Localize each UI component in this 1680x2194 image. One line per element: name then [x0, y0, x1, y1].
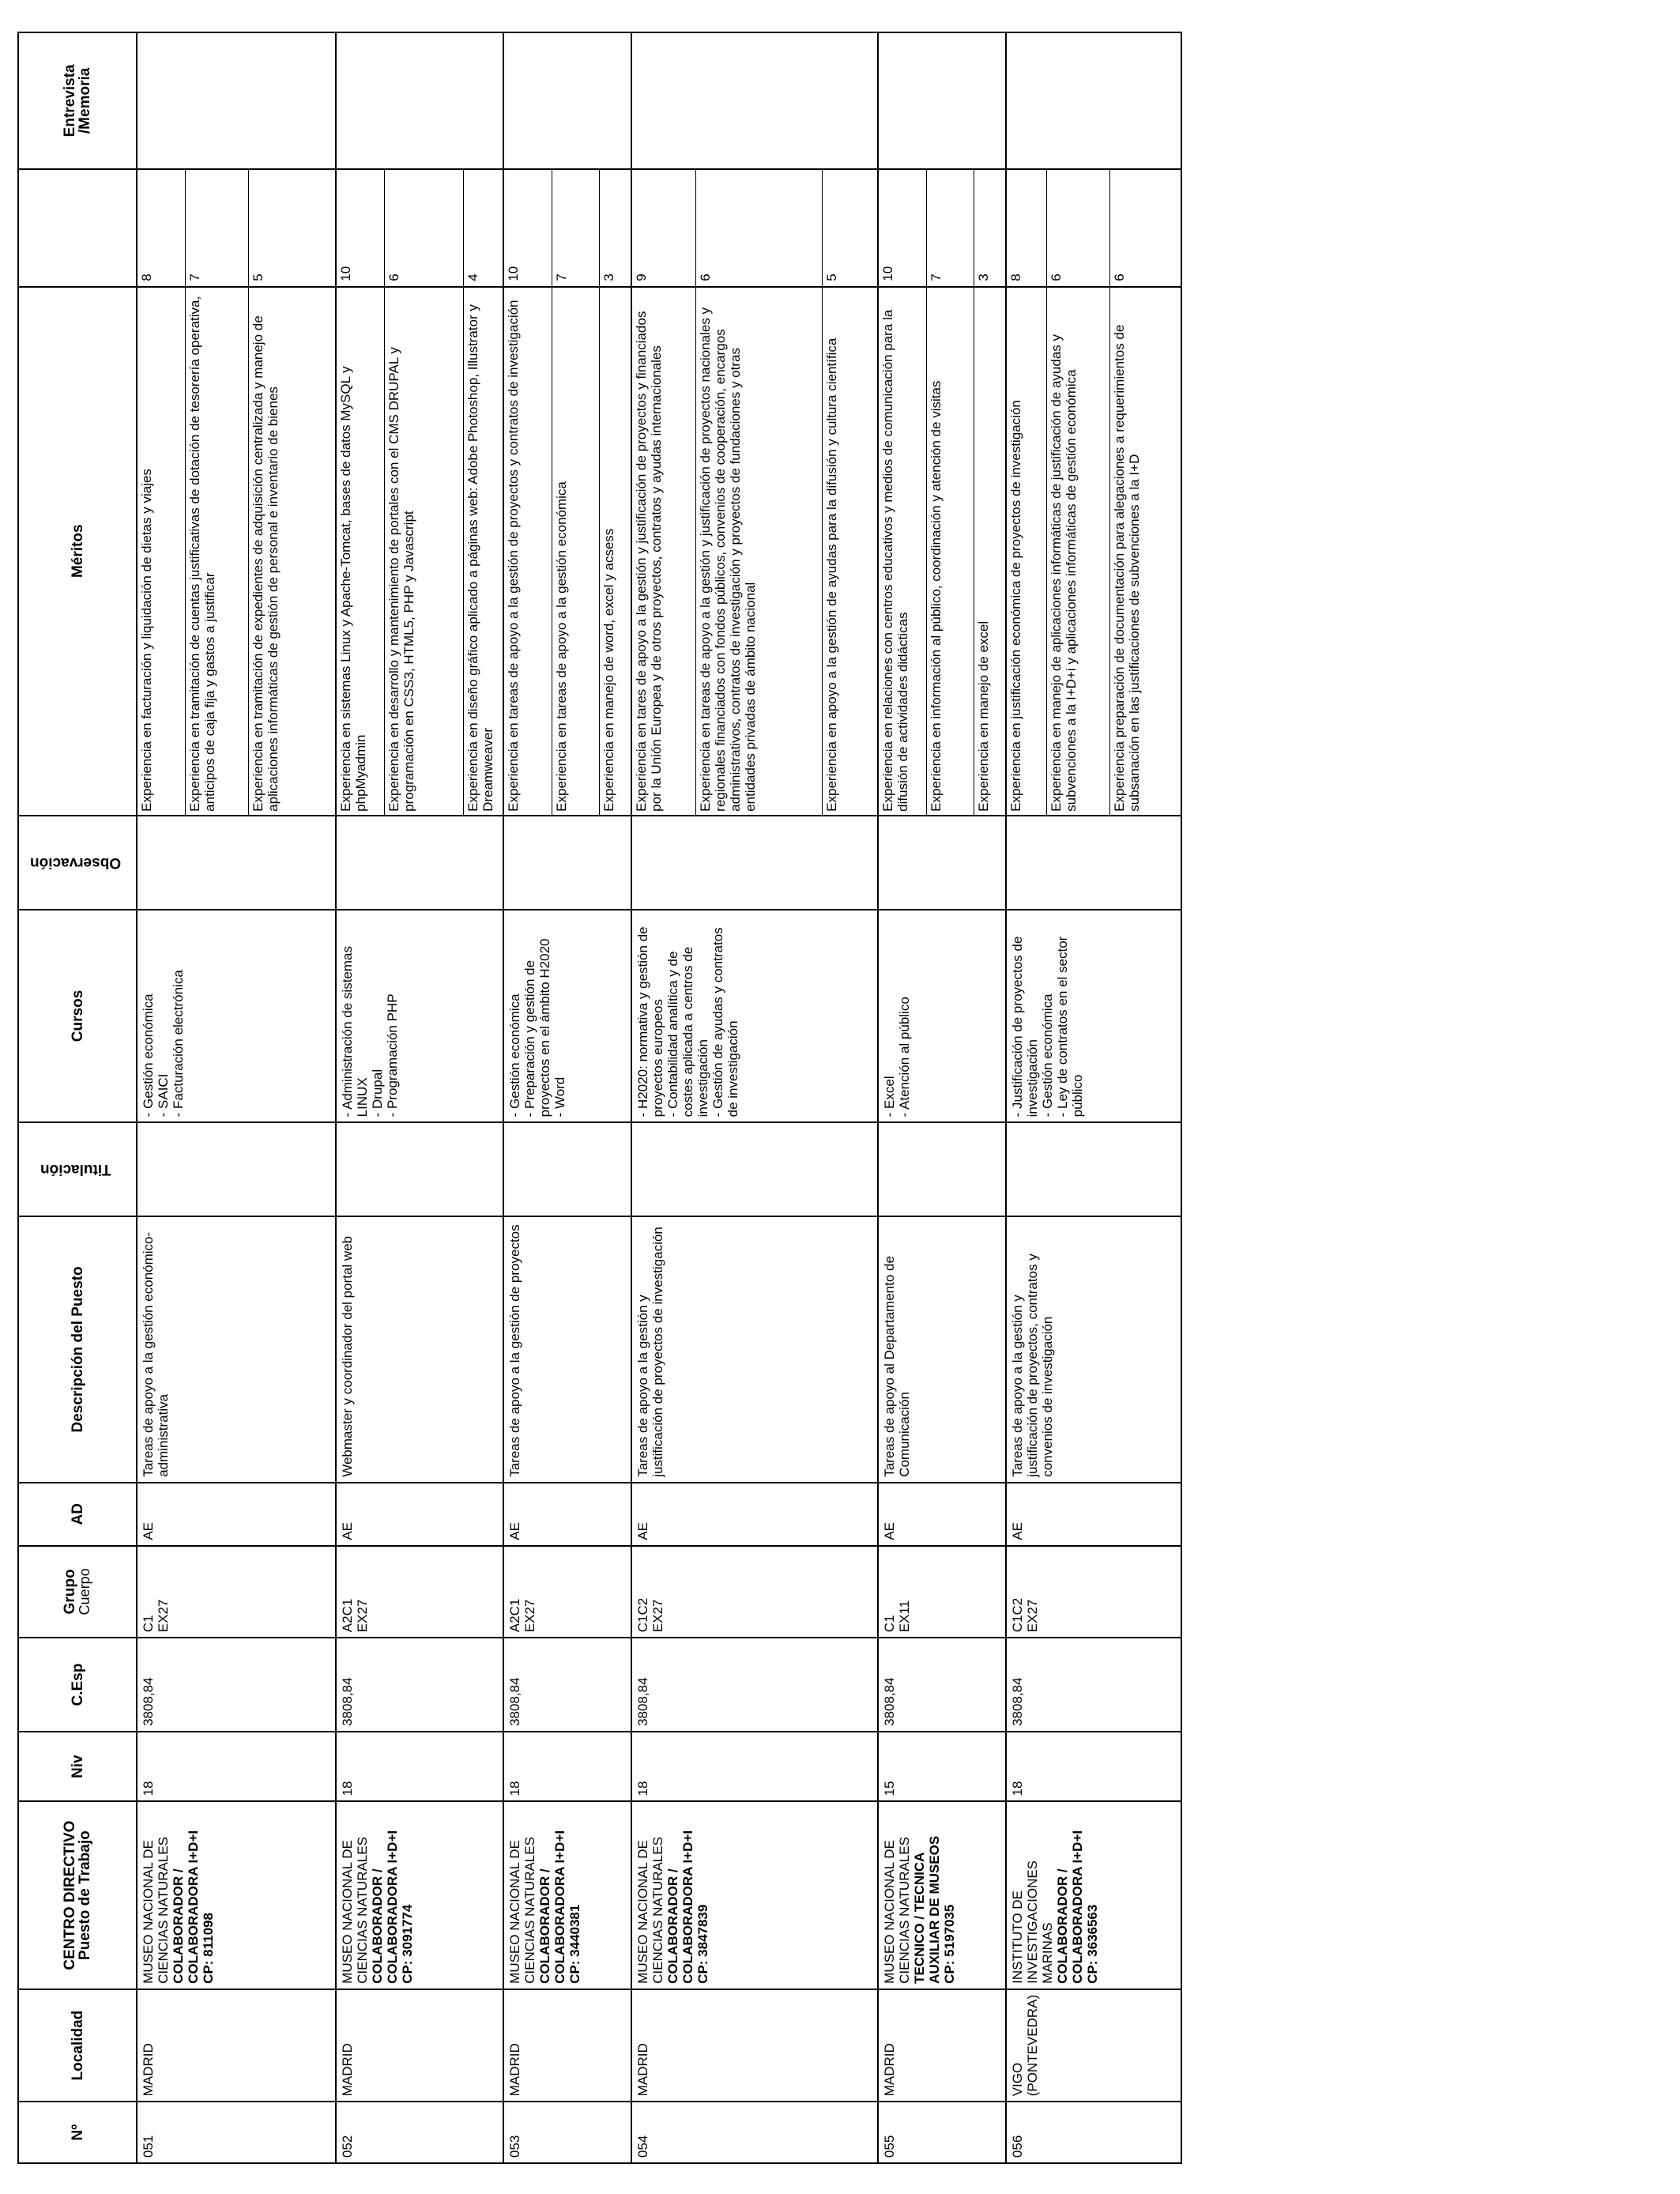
- cell-localidad: MADRID: [336, 1989, 503, 2102]
- grupo-value: C1: [141, 1615, 156, 1633]
- cell-puntos: [1006, 169, 1181, 287]
- merito-score: 7: [552, 170, 599, 286]
- cell-observacion: [1006, 816, 1181, 910]
- puntos-list: [879, 170, 1005, 286]
- header-grupo-label: Grupo: [62, 1569, 78, 1615]
- cuerpo-value: EX27: [522, 1599, 537, 1633]
- cell-no: 052: [336, 2102, 503, 2163]
- cell-niv: 18: [503, 1732, 631, 1801]
- cell-observacion: [137, 816, 336, 910]
- cuerpo-value: EX27: [1025, 1599, 1040, 1633]
- merito-score: 7: [185, 170, 248, 286]
- cell-cursos: [503, 910, 631, 1123]
- cell-meritos: [336, 287, 503, 816]
- curso-item: - Administración de sistemas LINUX: [340, 945, 370, 1118]
- merito-score: 6: [1109, 170, 1181, 286]
- merito-score: 10: [879, 170, 926, 286]
- cell-ad: AE: [1006, 1483, 1181, 1546]
- cell-centro: [336, 1801, 503, 1989]
- cell-niv: 15: [878, 1732, 1006, 1801]
- curso-item: - Gestión de ayudas y contratos de investigación: [710, 927, 740, 1118]
- merito-item: Experiencia en tares de apoyo a la gestión y justificación de proyectos y financiados por la Unión Europea y de otros proyectos, contratos y ayudas internacionales: [632, 288, 695, 815]
- header-observacion: [18, 816, 137, 910]
- meritos-list: [1007, 288, 1181, 815]
- cell-cesp: 3808,84: [137, 1638, 336, 1732]
- cell-puntos: [336, 169, 503, 287]
- merito-score: 8: [1007, 170, 1046, 286]
- cell-meritos: [503, 287, 631, 816]
- cuerpo-value: EX11: [897, 1600, 912, 1633]
- cp-code: CP: 3091774: [400, 1904, 415, 1984]
- cell-meritos: [1006, 287, 1181, 816]
- cp-code: CP: 3440381: [567, 1904, 582, 1984]
- cell-puntos: [137, 169, 336, 287]
- cuerpo-value: EX27: [156, 1599, 171, 1633]
- merito-item: Experiencia en justificación económica de proyectos de investigación: [1007, 288, 1046, 815]
- curso-item: - Word: [552, 1076, 567, 1118]
- cell-descripcion: Tareas de apoyo a la gestión y justificación de proyectos, contratos y convenios de investigación: [1006, 1216, 1181, 1483]
- cell-centro: [878, 1801, 1006, 1989]
- curso-item: - Facturación electrónica: [171, 970, 186, 1118]
- header-centro: [18, 1801, 137, 1989]
- cell-grupo: [336, 1546, 503, 1638]
- header-puntos: [18, 169, 137, 287]
- meritos-list: [879, 288, 1005, 815]
- header-entrevista: Entrevista /Memoria: [18, 32, 137, 169]
- merito-score: 7: [926, 170, 974, 286]
- merito-item: Experiencia en diseño gráfico aplicado a páginas web: Adobe Photoshop, Illustrator y Dreamweaver: [463, 288, 503, 815]
- cell-titulacion: [503, 1122, 631, 1216]
- cp-code: CP: 811098: [201, 1913, 216, 1984]
- table-row: [878, 32, 1006, 2163]
- cell-niv: 18: [1006, 1732, 1181, 1801]
- cell-grupo: [1006, 1546, 1181, 1638]
- centro-name: MUSEO NACIONAL DE CIENCIAS NATURALES: [141, 1837, 171, 1984]
- cell-titulacion: [1006, 1122, 1181, 1216]
- merito-score: 9: [632, 170, 695, 286]
- cell-entrevista: [631, 32, 878, 169]
- puesto-name: COLABORADOR / COLABORADORA I+D+I: [171, 1830, 201, 1984]
- cell-no: 055: [878, 2102, 1006, 2163]
- merito-item: Experiencia en manejo de word, excel y acsess: [599, 288, 631, 815]
- curso-item: - Ley de contratos en el sector público: [1055, 936, 1085, 1118]
- cell-descripcion: Tareas de apoyo a la gestión de proyectos: [503, 1216, 631, 1483]
- cell-puntos: [503, 169, 631, 287]
- grupo-value: A2C1: [340, 1598, 355, 1633]
- merito-item: Experiencia en facturación y liquidación de dietas y viajes: [137, 288, 185, 815]
- puntos-list: [1007, 170, 1181, 286]
- merito-score: 6: [695, 170, 822, 286]
- cell-cesp: 3808,84: [503, 1638, 631, 1732]
- cell-entrevista: [878, 32, 1006, 169]
- merito-item: Experiencia en apoyo a la gestión de ayudas para la difusión y cultura científica: [822, 288, 877, 815]
- merito-item: Experiencia en tramitación de cuentas justificativas de dotación de tesorería operativa, anticipos de caja fija y gastos a justificar: [185, 288, 248, 815]
- header-centro-title: CENTRO DIRECTIVO: [62, 1820, 78, 1970]
- cell-ad: AE: [137, 1483, 336, 1546]
- puntos-list: [337, 170, 503, 286]
- merito-score: 4: [463, 170, 503, 286]
- table-row: [137, 32, 336, 2163]
- puesto-name: COLABORADOR / COLABORADORA I+D+I: [370, 1830, 400, 1984]
- table-row: [503, 32, 631, 2163]
- meritos-list: [504, 288, 631, 815]
- cell-descripcion: Tareas de apoyo al Departamento de Comunicación: [878, 1216, 1006, 1483]
- cell-localidad: MADRID: [137, 1989, 336, 2102]
- cell-localidad: VIGO (PONTEVEDRA): [1006, 1989, 1181, 2102]
- cuerpo-value: EX27: [650, 1599, 665, 1633]
- cp-code: CP: 5197035: [942, 1904, 957, 1984]
- merito-score: 10: [337, 170, 384, 286]
- header-grupo: [18, 1546, 137, 1638]
- cell-cursos: [336, 910, 503, 1123]
- cell-niv: 18: [137, 1732, 336, 1801]
- cell-titulacion: [336, 1122, 503, 1216]
- header-observacion-label: Observación: [30, 854, 122, 871]
- cell-localidad: MADRID: [631, 1989, 878, 2102]
- cell-no: 056: [1006, 2102, 1181, 2163]
- merito-item: Experiencia en tareas de apoyo a la gestión y justificación de proyectos nacionales y regionales financiados con fondos públicos, convenios de cooperación, encargos administrativos, contratos de investigación y proyectos de fundaciones y otras entidades privadas de ámbito nacional: [695, 288, 822, 815]
- curso-item: - H2020: normativa y gestión de proyectos europeos: [635, 926, 665, 1118]
- grupo-value: C1: [882, 1615, 897, 1633]
- puntos-list: [137, 170, 335, 286]
- rotated-table-container: [17, 32, 1171, 2164]
- header-no: Nº: [18, 2102, 137, 2163]
- curso-item: - Drupal: [370, 1069, 385, 1118]
- centro-name: MUSEO NACIONAL DE CIENCIAS NATURALES: [507, 1837, 537, 1984]
- puesto-name: COLABORADOR / COLABORADORA I+D+I: [1055, 1830, 1085, 1984]
- merito-item: Experiencia en tramitación de expedientes de adquisición centralizada y manejo de aplicaciones informáticas de gestión de personal e inventario de bienes: [248, 288, 335, 815]
- cell-titulacion: [878, 1122, 1006, 1216]
- cell-entrevista: [1006, 32, 1181, 169]
- curso-item: - Programación PHP: [385, 993, 400, 1118]
- cell-no: 054: [631, 2102, 878, 2163]
- curso-item: - Contabilidad analítica y de costes aplicada a centros de investigación: [665, 946, 710, 1118]
- header-localidad: Localidad: [18, 1989, 137, 2102]
- cell-ad: AE: [631, 1483, 878, 1546]
- meritos-list: [632, 288, 877, 815]
- header-niv: Niv: [18, 1732, 137, 1801]
- merito-item: Experiencia en tareas de apoyo a la gestión económica: [552, 288, 599, 815]
- header-titulacion-label: Titulación: [40, 1161, 111, 1178]
- merito-item: Experiencia preparación de documentación para alegaciones a requerimientos de subsanación en las justificaciones de subvenciones a la I+D: [1109, 288, 1181, 815]
- cell-meritos: [631, 287, 878, 816]
- cell-ad: AE: [336, 1483, 503, 1546]
- merito-score: 3: [974, 170, 1005, 286]
- grupo-value: C1C2: [635, 1597, 650, 1633]
- merito-item: Experiencia en manejo de excel: [974, 288, 1005, 815]
- puntos-list: [632, 170, 877, 286]
- cell-centro: [137, 1801, 336, 1989]
- cell-meritos: [137, 287, 336, 816]
- cell-localidad: MADRID: [878, 1989, 1006, 2102]
- meritos-list: [337, 288, 503, 815]
- cell-observacion: [878, 816, 1006, 910]
- cell-cesp: 3808,84: [336, 1638, 503, 1732]
- merito-item: Experiencia en desarrollo y mantenimiento de portales con el CMS DRUPAL y programación en CSS3, HTML5, PHP y Javascript: [384, 288, 463, 815]
- merito-item: Experiencia en manejo de aplicaciones informáticas de justificación de ayudas y subvenciones a la I+D+i y aplicaciones informáticas de gestión económica: [1046, 288, 1109, 815]
- cell-cursos: [878, 910, 1006, 1123]
- puesto-name: COLABORADOR / COLABORADORA I+D+I: [537, 1830, 567, 1984]
- job-positions-table: [17, 32, 1182, 2164]
- cell-entrevista: [336, 32, 503, 169]
- cell-observacion: [336, 816, 503, 910]
- cell-observacion: [631, 816, 878, 910]
- grupo-value: A2C1: [507, 1598, 522, 1633]
- curso-item: - Gestión económica: [1040, 993, 1055, 1118]
- cell-centro: [631, 1801, 878, 1989]
- puntos-list: [504, 170, 631, 286]
- cell-localidad: MADRID: [503, 1989, 631, 2102]
- table-row: [631, 32, 878, 2163]
- header-cursos: Cursos: [18, 910, 137, 1123]
- centro-name: MUSEO NACIONAL DE CIENCIAS NATURALES: [882, 1837, 912, 1984]
- curso-item: - Excel: [882, 1076, 897, 1118]
- merito-item: Experiencia en relaciones con centros educativos y medios de comunicación para la difusión de actividades didácticas: [879, 288, 926, 815]
- table-row: [336, 32, 503, 2163]
- grupo-value: C1C2: [1010, 1597, 1025, 1633]
- cell-puntos: [631, 169, 878, 287]
- curso-item: - Justificación de proyectos de investigación: [1010, 936, 1040, 1118]
- merito-item: Experiencia en tareas de apoyo a la gestión de proyectos y contratos de investigación: [504, 288, 552, 815]
- centro-name: MUSEO NACIONAL DE CIENCIAS NATURALES: [635, 1837, 665, 1984]
- cell-cesp: 3808,84: [1006, 1638, 1181, 1732]
- merito-score: 5: [248, 170, 335, 286]
- header-puesto: Puesto de Trabajo: [77, 1830, 93, 1960]
- curso-item: - Gestión económica: [507, 993, 522, 1118]
- cell-meritos: [878, 287, 1006, 816]
- cell-observacion: [503, 816, 631, 910]
- merito-score: 5: [822, 170, 877, 286]
- cell-descripcion: Webmaster y coordinador del portal web: [336, 1216, 503, 1483]
- header-meritos: Méritos: [18, 287, 137, 816]
- centro-name: INSTITUTO DE INVESTIGACIONES MARINAS: [1010, 1860, 1055, 1984]
- cell-niv: 18: [336, 1732, 503, 1801]
- cell-puntos: [878, 169, 1006, 287]
- curso-item: - Preparación y gestión de proyectos en el ámbito H2020: [522, 938, 552, 1118]
- cell-niv: 18: [631, 1732, 878, 1801]
- curso-item: - SAICI: [156, 1073, 171, 1118]
- header-ad: AD: [18, 1483, 137, 1546]
- curso-item: - Gestión económica: [141, 993, 156, 1118]
- cell-titulacion: [631, 1122, 878, 1216]
- cell-descripcion: Tareas de apoyo a la gestión y justificación de proyectos de investigación: [631, 1216, 878, 1483]
- merito-score: 3: [599, 170, 631, 286]
- meritos-list: [137, 288, 335, 815]
- cell-ad: AE: [503, 1483, 631, 1546]
- cuerpo-value: EX27: [355, 1599, 370, 1633]
- cell-centro: [503, 1801, 631, 1989]
- cell-grupo: [137, 1546, 336, 1638]
- cell-grupo: [503, 1546, 631, 1638]
- cell-titulacion: [137, 1122, 336, 1216]
- cell-no: 051: [137, 2102, 336, 2163]
- cell-ad: AE: [878, 1483, 1006, 1546]
- cell-entrevista: [503, 32, 631, 169]
- merito-item: Experiencia en sistemas Linux y Apache-Tomcat, bases de datos MySQL y phpMyadmin: [337, 288, 384, 815]
- cell-descripcion: Tareas de apoyo a la gestión económico-administrativa: [137, 1216, 336, 1483]
- header-cuerpo-label: Cuerpo: [77, 1568, 92, 1615]
- merito-score: 6: [384, 170, 463, 286]
- cell-grupo: [631, 1546, 878, 1638]
- merito-score: 6: [1046, 170, 1109, 286]
- merito-item: Experiencia en información al público, coordinación y atención de visitas: [926, 288, 974, 815]
- cell-cursos: [1006, 910, 1181, 1123]
- cell-cesp: 3808,84: [878, 1638, 1006, 1732]
- cell-cesp: 3808,84: [631, 1638, 878, 1732]
- puesto-name: TECNICO / TECNICA AUXILIAR DE MUSEOS: [912, 1835, 942, 1984]
- table-row: [1006, 32, 1181, 2163]
- cell-centro: [1006, 1801, 1181, 1989]
- cell-cursos: [137, 910, 336, 1123]
- cell-no: 053: [503, 2102, 631, 2163]
- merito-score: 10: [504, 170, 552, 286]
- curso-item: - Atención al público: [897, 997, 912, 1118]
- table-body: [137, 32, 1181, 2163]
- header-cesp: C.Esp: [18, 1638, 137, 1732]
- cell-grupo: [878, 1546, 1006, 1638]
- cp-code: CP: 3847839: [695, 1904, 710, 1984]
- header-descripcion: Descripción del Puesto: [18, 1216, 137, 1483]
- cp-code: CP: 3636563: [1085, 1904, 1100, 1984]
- centro-name: MUSEO NACIONAL DE CIENCIAS NATURALES: [340, 1837, 370, 1984]
- header-row: [18, 32, 137, 2163]
- cell-cursos: [631, 910, 878, 1123]
- cell-entrevista: [137, 32, 336, 169]
- puesto-name: COLABORADOR / COLABORADORA I+D+I: [665, 1830, 695, 1984]
- merito-score: 8: [137, 170, 185, 286]
- header-titulacion: [18, 1122, 137, 1216]
